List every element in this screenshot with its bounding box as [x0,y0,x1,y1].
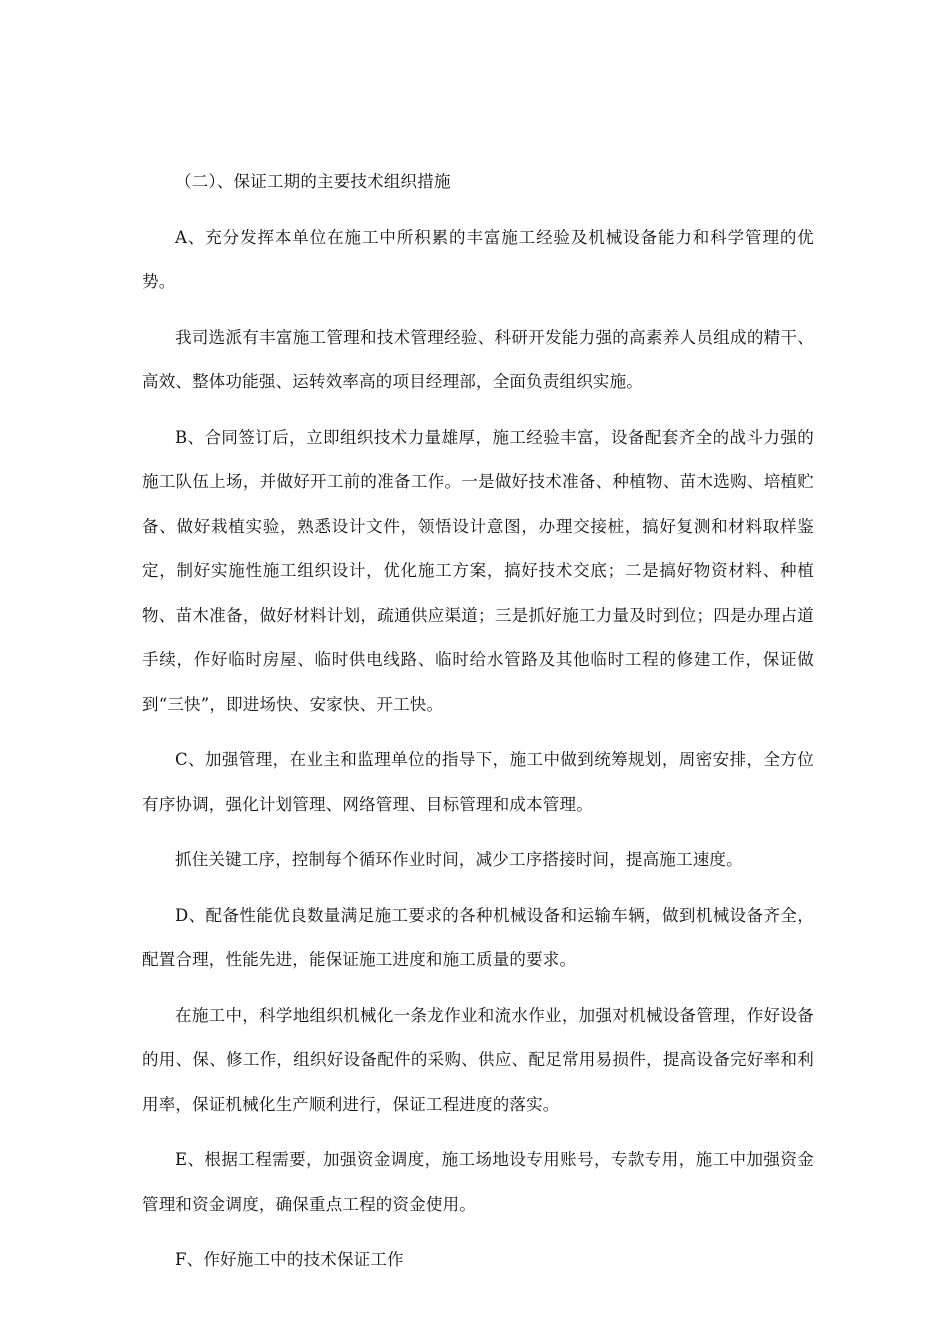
paragraph-e: E、根据工程需要，加强资金调度，施工场地设专用账号，专款专用，施工中加强资金管理和资金调度，确保重点工程的资金使用。 [142,1150,814,1214]
paragraph-d: D、配备性能优良数量满足施工要求的各种机械设备和运输车辆，做到机械设备齐全，配置合理，性能先进，能保证施工进度和施工质量的要求。 [142,905,814,969]
paragraph-b: B、合同签订后，立即组织技术力量雄厚，施工经验丰富，设备配套齐全的战斗力强的施工队伍上场，并做好开工前的准备工作。一是做好技术准备、种植物、苗木选购、培植贮备、做好栽植实验，熟悉设计文件，领悟设计意图，办理交接桩，搞好复测和材料取样鉴定，制好实施性施工组织设计，优化施工方案，搞好技术交底；二是搞好物资材料、种植物、苗木准备，做好材料计划，疏通供应渠道；三是抓好施工力量及时到位；四是办理占道手续，作好临时房屋、临时供电线路、临时给水管路及其他临时工程的修建工作，保证做到“三快”，即进场快、安家快、开工快。 [142,427,814,714]
paragraph-mechanization: 在施工中，科学地组织机械化一条龙作业和流水作业，加强对机械设备管理，作好设备的用、保、修工作，组织好设备配件的采购、供应、配足常用易损件，提高设备完好率和利用率，保证机械化生产顺利进行，保证工程进度的落实。 [142,1005,814,1114]
paragraph-a: A、充分发挥本单位在施工中所积累的丰富施工经验及机械设备能力和科学管理的优势。 [142,227,814,291]
document-body [142,160,814,1294]
section-heading: （二）、保证工期的主要技术组织措施 [175,172,451,191]
paragraph-key-process: 抓住关键工序，控制每个循环作业时间，减少工序搭接时间，提高施工速度。 [175,850,743,869]
paragraph-f: F、作好施工中的技术保证工作 [175,1250,404,1269]
paragraph-c: C、加强管理，在业主和监理单位的指导下，施工中做到统筹规划，周密安排，全方位有序协调，强化计划管理、网络管理、目标管理和成本管理。 [142,750,814,814]
paragraph-project-team: 我司选派有丰富施工管理和技术管理经验、科研开发能力强的高素养人员组成的精干、高效、整体功能强、运转效率高的项目经理部，全面负责组织实施。 [142,327,814,391]
